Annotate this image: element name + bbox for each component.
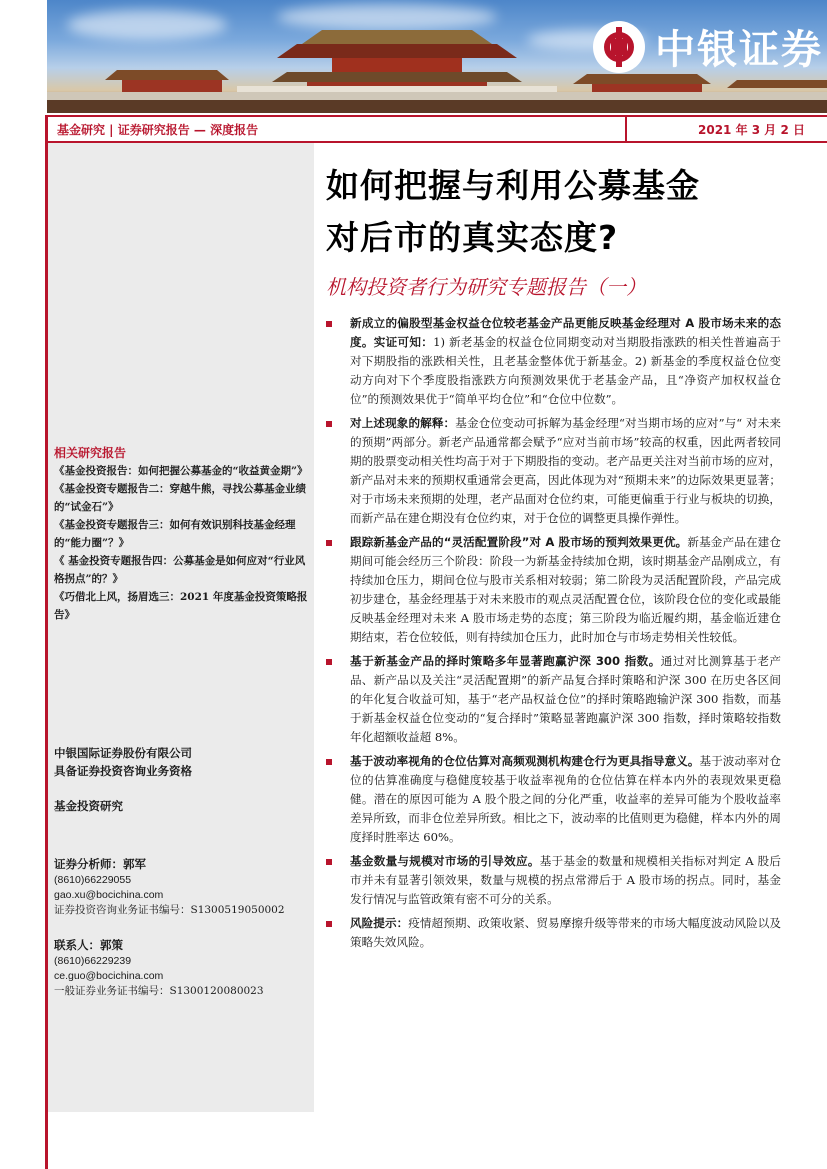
boci-logo-icon (593, 21, 645, 73)
bullet-lead: 对上述现象的解释： (350, 416, 456, 430)
bullet-lead: 基于波动率视角的仓位估算对高频观测机构建仓行为更具指导意义。 (350, 754, 700, 768)
bullet-lead: 风险提示： (350, 916, 409, 930)
summary-bullets (326, 314, 781, 957)
summary-bullet (326, 914, 781, 952)
analyst-email[interactable]: gao.xu@bocichina.com (54, 889, 164, 901)
bullet-body: 疫情超预期、政策收紧、贸易摩擦升级等带来的市场大幅度波动风险以及策略失效风险。 (350, 916, 781, 949)
bullet-body: 通过对比测算基于老产品、新产品以及关注“灵活配置期”的新产品复合择时策略和沪深 300 在历史各区间的年化复合收益可知，基于“老产品权益仓位”的择时策略跑输沪深 300 指数，而基于新基金权益仓位变动的“复合择时”策略显著跑赢沪深 300 指数，择时策略较指数年化超额收益超 8%。 (350, 654, 781, 744)
related-report-item[interactable]: 《 基金投资专题报告四：公募基金是如何应对“行业风格拐点”的？》 (54, 555, 306, 585)
summary-bullet (326, 314, 781, 409)
bullet-lead: 基于新基金产品的择时策略多年显著跑赢沪深 300 指数。 (350, 654, 661, 668)
summary-bullet (326, 414, 781, 528)
bullet-body: 1) 新老基金的权益仓位同期变动对当期股指涨跌的相关性普遍高于对下期股指的涨跌相关性，且老基金整体优于新基金。2) 新基金的季度权益仓位变动方向对下个季度股指涨跌方向预测效果优于老基金产品，且“净资产加权权益仓位”的预测效果优于“简单平均仓位”和“仓位中位数”。 (350, 335, 781, 406)
summary-bullet (326, 533, 781, 647)
analyst-role: 证券分析师：郭军 (54, 857, 146, 871)
info-bar (47, 115, 827, 143)
related-reports-list (54, 462, 312, 624)
contact-email[interactable]: ce.guo@bocichina.com (54, 970, 164, 982)
report-date: 2021 年 3 月 2 日 (698, 123, 805, 137)
bullet-body: 基于基金的数量和规模相关指标对判定 A 股后市并未有显著引领效果，数量与规模的拐点常滞后于 A 股市场的拐点。同时，基金发行情况与监管政策有密不可分的关系。 (350, 854, 781, 906)
department: 基金投资研究 (54, 799, 123, 813)
bullet-lead: 跟踪新基金产品的“灵活配置阶段”对 A 股市场的预判效果更优。 (350, 535, 688, 549)
report-subtitle: 机构投资者行为研究专题报告（一） (326, 275, 646, 299)
contact-block (54, 936, 264, 999)
company-info (54, 744, 192, 780)
analyst-block (54, 855, 285, 918)
bullet-lead: 基金数量与规模对市场的引导效应。 (350, 854, 540, 868)
summary-bullet (326, 652, 781, 747)
report-title-line2: 对后市的真实态度? (326, 218, 619, 257)
logo-text: 中银证券 (655, 27, 823, 73)
company-qualification: 具备证券投资咨询业务资格 (54, 764, 192, 778)
boci-logo (593, 18, 823, 75)
report-title (326, 160, 700, 264)
summary-bullet (326, 752, 781, 847)
summary-bullet (326, 852, 781, 909)
related-report-item[interactable]: 《基金投资专题报告二：穿越牛熊，寻找公募基金业绩的“试金石”》 (54, 483, 306, 513)
related-reports-title: 相关研究报告 (54, 446, 127, 460)
analyst-cert: 证券投资咨询业务证书编号：S1300519050002 (54, 904, 285, 916)
related-report-item[interactable]: 《巧借北上风，扬眉选三：2021 年度基金投资策略报告》 (54, 591, 308, 621)
bullet-body: 基于波动率对仓位的估算准确度与稳健度较基于收益率视角的仓位估算在样本内外的表现效果更稳健。潜在的原因可能为 A 股个股之间的分化严重，收益率的差异可能为个股收益率差异所致，而非仓位差异所致。相比之下，波动率的比值则更为稳健，样本内外的周度择时胜率达 60%。 (350, 754, 781, 844)
report-title-line1: 如何把握与利用公募基金 (326, 166, 700, 205)
bullet-body: 新基金产品在建仓期间可能会经历三个阶段：阶段一为新基金持续加仓期，该时期基金产品刚成立，有持续加仓压力，期间仓位与股市关系相对较弱；第二阶段为灵活配置阶段，产品完成初步建仓，基金经理基于对未来股市的观点灵活配置仓位，该阶段仓位的变化或最能反映基金经理对未来 A 股市场走势的态度；第三阶段为临近履约期，基金临近建仓期结束，若仓位较低，则有持续加仓压力，此时加仓与市场走势相关性较低。 (350, 535, 781, 644)
contact-cert: 一般证券业务证书编号：S1300120080023 (54, 985, 264, 997)
breadcrumb: 基金研究 | 证券研究报告 — 深度报告 (47, 117, 627, 141)
header-banner (47, 0, 827, 113)
bullet-lead: 新成立的偏股型基金权益仓位较老基金产品更能反映基金经理对 A 股市场未来的态度。实证可知： (350, 316, 781, 349)
company-name: 中银国际证券股份有限公司 (54, 746, 192, 760)
contact-phone: (8610)66229239 (54, 955, 132, 967)
analyst-phone: (8610)66229055 (54, 874, 132, 886)
related-report-item[interactable]: 《基金投资报告：如何把握公募基金的“收益黄金期”》 (54, 465, 308, 477)
contact-role: 联系人：郭策 (54, 938, 123, 952)
related-report-item[interactable]: 《基金投资专题报告三：如何有效识别科技基金经理的“能力圈”？》 (54, 519, 296, 549)
bullet-body: 基金仓位变动可拆解为基金经理“对当期市场的应对”与“ 对未来的预期”两部分。新老产品通常都会赋予“应对当前市场”较高的权重，因此两者较同期的股票变动相关性均高于对于下期股指的变动。老产品更关注对当前市场的应对，新产品对未来的预期权重通常会更高，因此体现为对“预期未来”的边际效果更显著；对于市场未来预期的处理，老产品面对仓位约束，可能更偏重于行业与板块的切换，而新产品在建仓期没有仓位约束，对于仓位的调整更具操作弹性。 (350, 416, 781, 525)
